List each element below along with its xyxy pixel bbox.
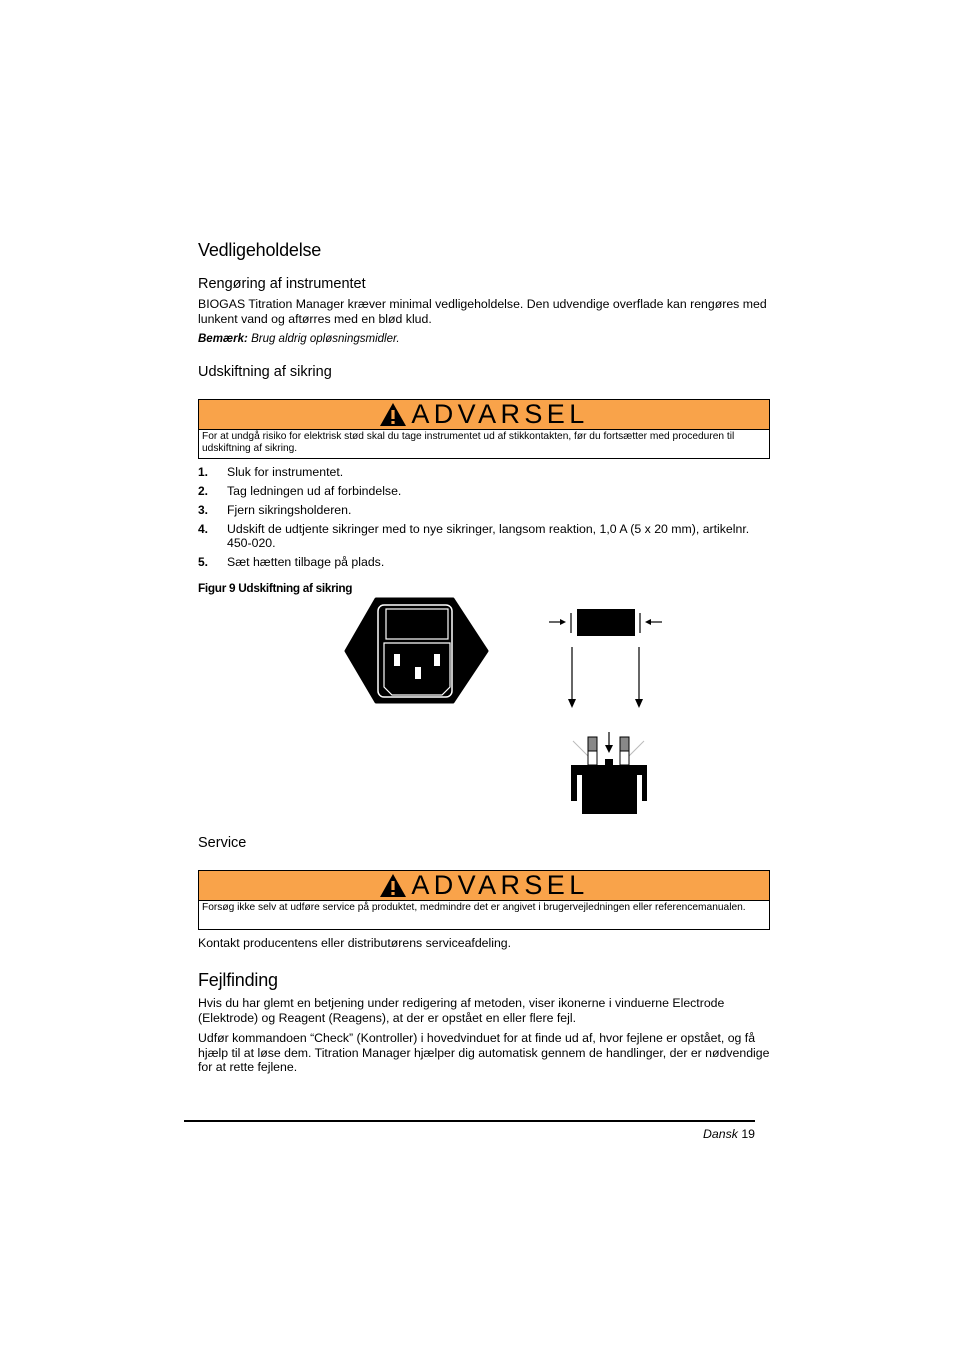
warning-box-fuse [198, 399, 770, 459]
list-item: 3. Fjern sikringsholderen. [198, 503, 352, 517]
fuse-replacement-figure [340, 595, 670, 820]
page-footer [703, 1127, 755, 1141]
warning-text: For at undgå risiko for elektrisk stød skal du tage instrumentet ud af stikkontakten, før du fortsætter med proceduren til udskiftning af sikring. [202, 431, 735, 455]
page-number: 19 [741, 1127, 755, 1141]
footer-language: Dansk [703, 1127, 738, 1141]
warning-triangle-icon [379, 873, 407, 898]
fuse-illustration [549, 609, 662, 708]
service-contact-paragraph: Kontakt producentens eller distributørens serviceafdeling. [198, 936, 512, 950]
fuse-steps-list [198, 465, 770, 574]
figure-caption: Figur 9 Udskiftning af sikring [198, 581, 353, 595]
warning-triangle-icon [379, 402, 407, 427]
warning-title: ADVARSEL [411, 399, 589, 429]
warning-header [199, 871, 769, 901]
list-item: 4. Udskift de udtjente sikringer med to nye sikringer, langsom reaktion, 1,0 A (5 x 20 mm), artikelnr. 450-020. [198, 522, 750, 550]
warning-header [199, 400, 769, 430]
troubleshooting-paragraph-1: Hvis du har glemt en betjening under redigering af metoden, viser ikonerne i vinduerne Electrode (Elektrode) og Reagent (Reagens), at der er opstået en eller flere fejl. [198, 996, 725, 1025]
list-item: 5. Sæt hætten tilbage på plads. [198, 555, 385, 569]
note [198, 333, 400, 345]
warning-text: Forsøg ikke selv at udføre service på produktet, medmindre det er angivet i brugervejledningen eller referencemanualen. [202, 902, 746, 913]
fuse-holder-illustration [571, 732, 647, 814]
subsection-title-fuse: Udskiftning af sikring [198, 364, 332, 380]
footer-rule [184, 1120, 755, 1122]
subsection-title-service: Service [198, 835, 247, 851]
list-item: 2. Tag ledningen ud af forbindelse. [198, 484, 402, 498]
warning-title: ADVARSEL [411, 870, 589, 900]
section-title-maintenance: Vedligeholdelse [198, 240, 322, 260]
note-label: Bemærk: [198, 333, 248, 345]
subsection-title-cleaning: Rengøring af instrumentet [198, 276, 366, 292]
list-item: 1. Sluk for instrumentet. [198, 465, 344, 479]
troubleshooting-paragraph-2: Udfør kommandoen “Check” (Kontroller) i hovedvinduet for at finde ud af, hvor fejlene er opstået, og få hjælp til at løse dem. Titration Manager hjælper dig automatisk gennem de handlinger, der er nødvendige for at rette fejlene. [198, 1031, 770, 1075]
note-text: Brug aldrig opløsningsmidler. [251, 333, 400, 345]
cleaning-paragraph: BIOGAS Titration Manager kræver minimal vedligeholdelse. Den udvendige overflade kan rengøres med lunkent vand og aftørres med en blød klud. [198, 297, 767, 326]
power-inlet-illustration [346, 599, 487, 702]
warning-box-service [198, 870, 770, 930]
section-title-troubleshooting: Fejlfinding [198, 970, 278, 990]
